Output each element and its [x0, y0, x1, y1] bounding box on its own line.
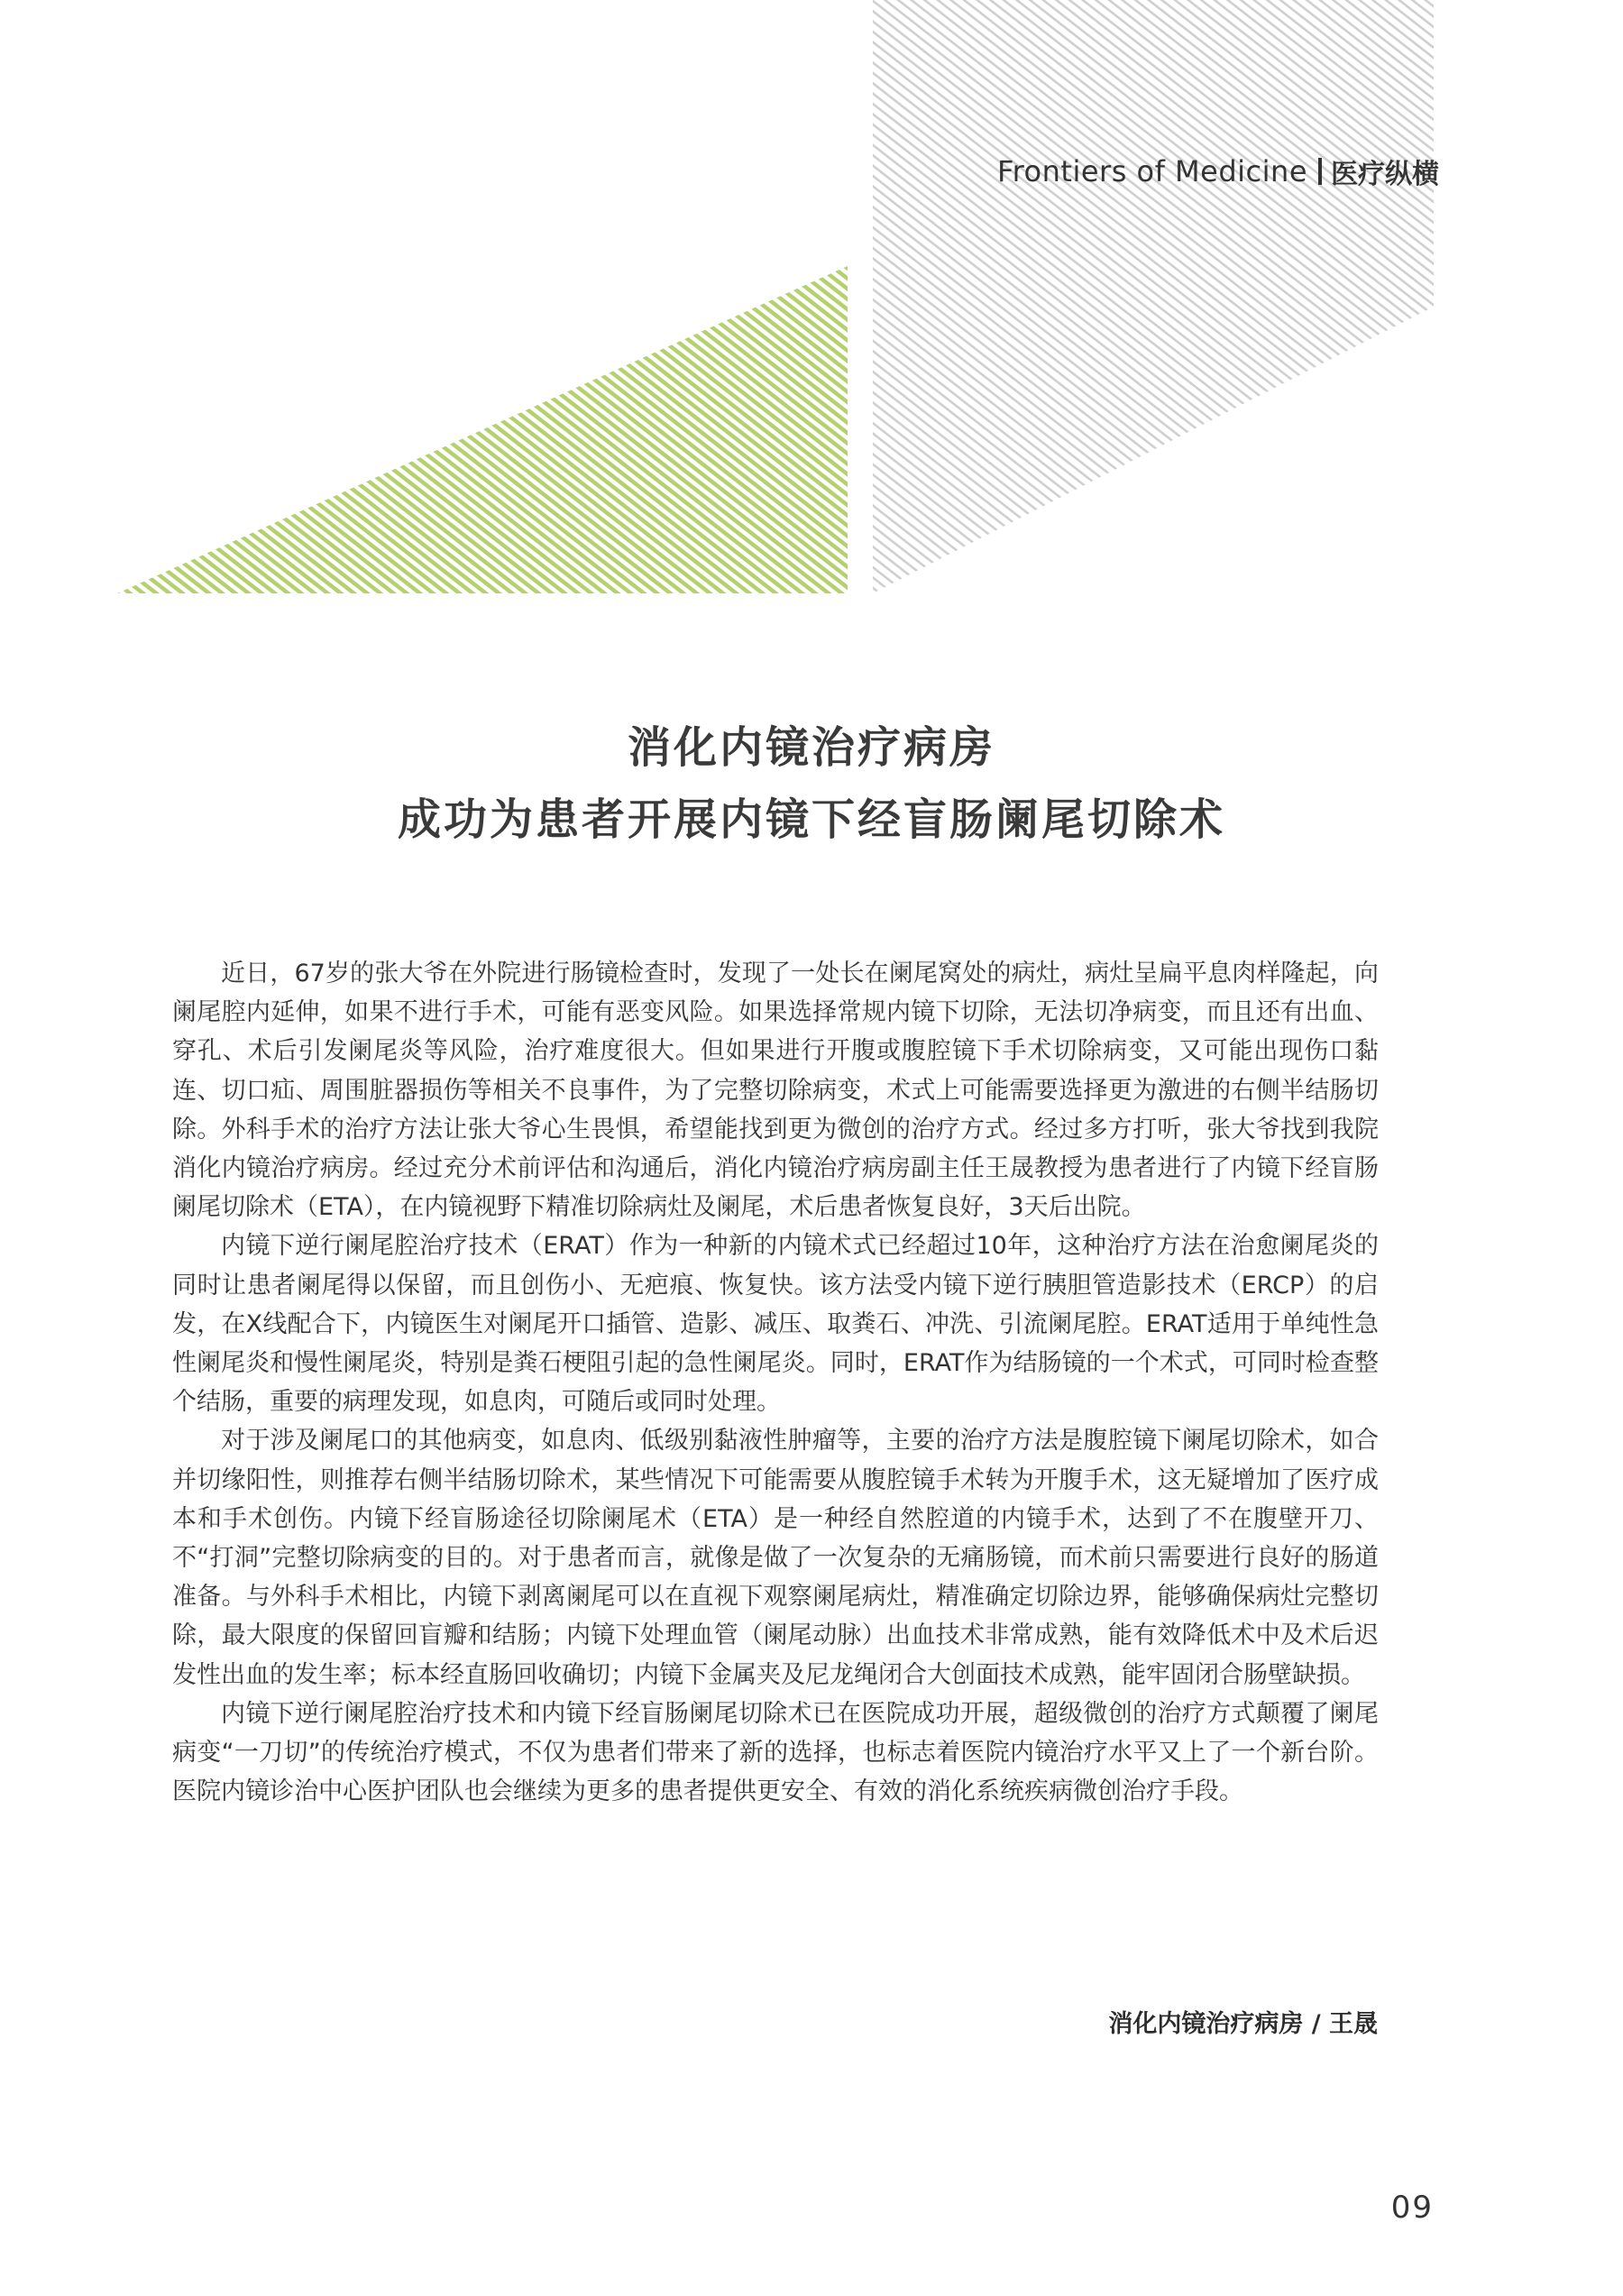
- header-divider: [1318, 158, 1322, 185]
- article-title-line-2: 成功为患者开展内镜下经盲肠阑尾切除术: [397, 794, 1225, 845]
- paragraph-1: 近日，67岁的张大爷在外院进行肠镜检查时，发现了一处长在阑尾窝处的病灶，病灶呈扁平息肉样隆起，向阑尾腔内延伸，如果不进行手术，可能有恶变风险。如果选择常规内镜下切除，无法切净病变，而且还有出血、穿孔、术后引发阑尾炎等风险，治疗难度很大。但如果进行开腹或腹腔镜下手术切除病变，又可能出现伤口黏连、切口疝、周围脏器损伤等相关不良事件，为了完整切除病变，术式上可能需要选择更为激进的右侧半结肠切除。外科手术的治疗方法让张大爷心生畏惧，希望能找到更为微创的治疗方式。经过多方打听，张大爷找到我院消化内镜治疗病房。经过充分术前评估和沟通后，消化内镜治疗病房副主任王晟教授为患者进行了内镜下经盲肠阑尾切除术（ETA），在内镜视野下精准切除病灶及阑尾，术后患者恢复良好，3天后出院。: [172, 960, 1379, 1222]
- article-body: [172, 954, 1379, 1811]
- article-title-line-1: 消化内镜治疗病房: [627, 722, 995, 773]
- paragraph-4: 内镜下逆行阑尾腔治疗技术和内镜下经盲肠阑尾切除术已在医院成功开展，超级微创的治疗方式颠覆了阑尾病变“一刀切”的传统治疗模式，不仅为患者们带来了新的选择，也标志着医院内镜治疗水平又上了一个新台阶。医院内镜诊治中心医护团队也会继续为更多的患者提供更安全、有效的消化系统疾病微创治疗手段。: [172, 1699, 1379, 1806]
- header-chinese: 医疗纵横: [1331, 159, 1439, 190]
- green-stripe-triangle: [117, 266, 848, 593]
- paragraph-3: 对于涉及阑尾口的其他病变，如息肉、低级别黏液性肿瘤等，主要的治疗方法是腹腔镜下阑尾切除术，如合并切缘阳性，则推荐右侧半结肠切除术，某些情况下可能需要从腹腔镜手术转为开腹手术，这无疑增加了医疗成本和手术创伤。内镜下经盲肠途径切除阑尾术（ETA）是一种经自然腔道的内镜手术，达到了不在腹壁开刀、不“打洞”完整切除病变的目的。对于患者而言，就像是做了一次复杂的无痛肠镜，而术前只需要进行良好的肠道准备。与外科手术相比，内镜下剥离阑尾可以在直视下观察阑尾病灶，精准确定切除边界，能够确保病灶完整切除，最大限度的保留回盲瓣和结肠；内镜下处理血管（阑尾动脉）出血技术非常成熟，能有效降低术中及术后迟发性出血的发生率；标本经直肠回收确切；内镜下金属夹及尼龙绳闭合大创面技术成熟，能牢固闭合肠壁缺损。: [172, 1427, 1379, 1689]
- decorative-stripes: [0, 0, 1623, 631]
- gray-stripe-shape: [873, 0, 1434, 593]
- page-number: 09: [1390, 2190, 1434, 2226]
- paragraph-2: 内镜下逆行阑尾腔治疗技术（ERAT）作为一种新的内镜术式已经超过10年，这种治疗方法在治愈阑尾炎的同时让患者阑尾得以保留，而且创伤小、无疤痕、恢复快。该方法受内镜下逆行胰胆管造影技术（ERCP）的启发，在X线配合下，内镜医生对阑尾开口插管、造影、减压、取粪石、冲洗、引流阑尾腔。ERAT适用于单纯性急性阑尾炎和慢性阑尾炎，特别是粪石梗阻引起的急性阑尾炎。同时，ERAT作为结肠镜的一个术式，可同时检查整个结肠，重要的病理发现，如息肉，可随后或同时处理。: [172, 1232, 1379, 1417]
- author-signature: 消化内镜治疗病房 / 王晟: [1108, 2010, 1378, 2038]
- section-header: [997, 152, 1439, 191]
- header-english: Frontiers of Medicine: [997, 154, 1307, 188]
